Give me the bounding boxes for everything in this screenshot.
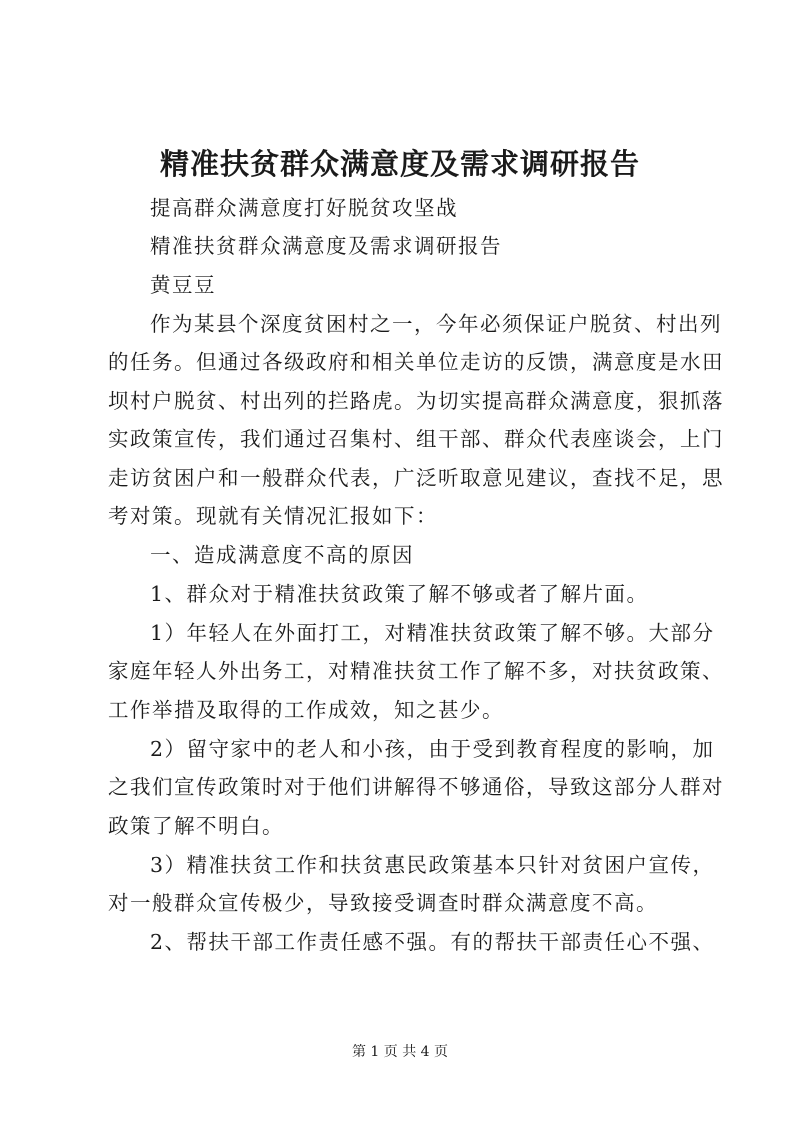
body-line: 实政策宣传，我们通过召集村、组干部、群众代表座谈会，上门 (108, 427, 724, 451)
report-title-line: 精准扶贫群众满意度及需求调研报告 (150, 234, 502, 258)
body-line: 家庭年轻人外出务工，对精准扶贫工作了解不多，对扶贫政策、 (108, 659, 724, 683)
body-line: 1）年轻人在外面打工，对精准扶贫政策了解不够。大部分 (150, 621, 715, 645)
subsection-heading: 2、帮扶干部工作责任感不强。有的帮扶干部责任心不强、 (150, 930, 715, 954)
author-line: 黄豆豆 (150, 273, 216, 297)
body-line: 之我们宣传政策时对于他们讲解得不够通俗，导致这部分人群对 (108, 775, 724, 799)
body-line: 3）精准扶贫工作和扶贫惠民政策基本只针对贫困户宣传， (150, 853, 715, 877)
body-line: 坝村户脱贫、村出列的拦路虎。为切实提高群众满意度，狠抓落 (108, 389, 724, 413)
section-heading: 一、造成满意度不高的原因 (150, 543, 414, 567)
body-line: 对一般群众宣传极少，导致接受调查时群众满意度不高。 (108, 891, 658, 915)
body-line: 走访贫困户和一般群众代表，广泛听取意见建议，查找不足，思 (108, 466, 724, 490)
body-line: 考对策。现就有关情况汇报如下： (108, 504, 438, 528)
document-title: 精准扶贫群众满意度及需求调研报告 (159, 147, 640, 181)
body-line: 政策了解不明白。 (108, 814, 284, 838)
page-footer: 第 1 页 共 4 页 (351, 1044, 449, 1060)
body-line: 工作举措及取得的工作成效，知之甚少。 (108, 698, 504, 722)
body-line: 作为某县个深度贫困村之一，今年必须保证户脱贫、村出列 (150, 312, 722, 336)
subtitle-line: 提高群众满意度打好脱贫攻坚战 (150, 196, 458, 220)
subsection-heading: 1、群众对于精准扶贫政策了解不够或者了解片面。 (150, 582, 649, 606)
body-line: 2）留守家中的老人和小孩，由于受到教育程度的影响，加 (150, 737, 715, 761)
body-line: 的任务。但通过各级政府和相关单位走访的反馈，满意度是水田 (108, 350, 724, 374)
